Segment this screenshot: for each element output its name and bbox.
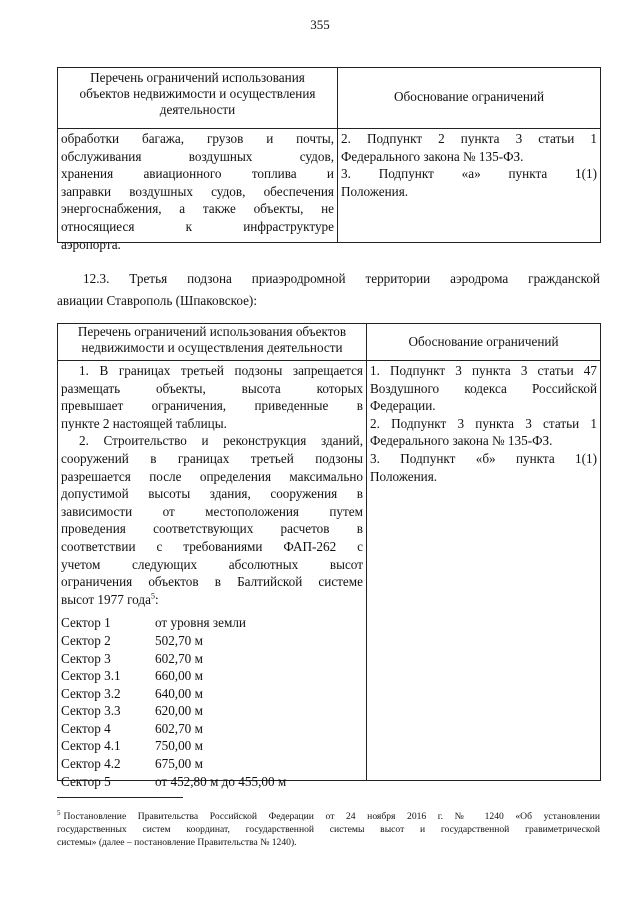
sector-list bbox=[61, 614, 363, 790]
sector-name: Сектор 3 bbox=[61, 650, 111, 666]
header-text: Обоснование ограничений bbox=[393, 89, 545, 104]
footnote-line: системы» (далее – постановление Правительства № 1240). bbox=[57, 837, 297, 848]
header-cell-restrictions bbox=[58, 68, 338, 129]
table-row bbox=[58, 361, 601, 781]
cell-restrictions bbox=[58, 361, 367, 789]
sector-height: 602,70 м bbox=[155, 720, 203, 736]
sector-height: 502,70 м bbox=[155, 632, 203, 648]
sector-name: Сектор 2 bbox=[61, 632, 111, 648]
text-line: 1. Подпункт 3 пункта 3 статьи 47 bbox=[370, 363, 597, 378]
table-row bbox=[58, 129, 601, 243]
text-line: 2. Подпункт 2 пункта 3 статьи 1 bbox=[341, 131, 597, 146]
list-item bbox=[61, 650, 363, 668]
sector-name: Сектор 3.1 bbox=[61, 668, 121, 684]
text-line: высот 1977 года$^5$: bbox=[61, 591, 159, 607]
footnote-text: Постановление Правительства Российской Федерации от 24 ноября 2016 г. № 1240 «Об установлении bbox=[63, 811, 600, 822]
list-item bbox=[61, 685, 363, 703]
footnote-reference: 5 bbox=[150, 591, 155, 601]
text-line: допустимой высоты здания, сооружения в bbox=[61, 486, 363, 502]
cell-justification bbox=[338, 129, 601, 243]
list-item bbox=[61, 667, 363, 685]
text-line: Федерального закона № 135-ФЗ. bbox=[341, 148, 524, 164]
text-line: обработки багажа, грузов и почты, bbox=[61, 131, 334, 146]
footnote-divider bbox=[57, 797, 183, 798]
section-heading-paragraph bbox=[57, 268, 600, 312]
text-line: заправки воздушных судов, обеспечения bbox=[61, 183, 334, 199]
restrictions-table-continued bbox=[57, 67, 601, 252]
text-line: относящиеся к инфраструктуре bbox=[61, 218, 334, 234]
footnote bbox=[57, 810, 600, 849]
text-line: хранения авиационного топлива и bbox=[61, 166, 334, 182]
cell-justification bbox=[367, 361, 601, 781]
footnote-mark: 5 bbox=[57, 808, 61, 817]
table-header-row bbox=[58, 68, 601, 129]
sector-name: Сектор 5 bbox=[61, 773, 111, 789]
header-line: Перечень ограничений использования bbox=[90, 70, 305, 85]
text-line: разрешается после определения максимально bbox=[61, 468, 363, 484]
sector-height: от 452,80 м до 455,00 м bbox=[155, 773, 287, 789]
header-line: Перечень ограничений использования объектов bbox=[77, 324, 347, 339]
list-item bbox=[61, 632, 363, 650]
header-line: деятельности bbox=[159, 102, 236, 117]
text-line: 3. Подпункт «б» пункта 1(1) bbox=[370, 450, 597, 466]
sector-name: Сектор 3.2 bbox=[61, 685, 121, 701]
text-line: размещать объекты, высота которых bbox=[61, 380, 363, 396]
list-item bbox=[61, 737, 363, 755]
sector-name: Сектор 4 bbox=[61, 720, 111, 736]
text-line: 3. Подпункт «а» пункта 1(1) bbox=[341, 166, 597, 182]
text-line: превышает ограничения, приведенные в bbox=[61, 398, 363, 414]
page-number: 355 bbox=[310, 17, 330, 32]
list-item bbox=[61, 755, 363, 773]
text-line: обслуживания воздушных судов, bbox=[61, 148, 334, 164]
text-line: 1. В границах третьей подзоны запрещается bbox=[79, 363, 363, 378]
text-line: учетом следующих абсолютных высот bbox=[61, 556, 363, 572]
text-line: аэропорта. bbox=[61, 236, 121, 252]
text-line: пункте 2 настоящей таблицы. bbox=[61, 415, 227, 431]
sector-height: 660,00 м bbox=[155, 668, 203, 684]
third-subzone-restrictions-table bbox=[57, 323, 601, 789]
text-line-content: высот 1977 года bbox=[61, 591, 151, 607]
sector-name: Сектор 3.3 bbox=[61, 703, 121, 719]
header-line: объектов недвижимости и осуществления bbox=[79, 86, 316, 101]
header-cell-justification bbox=[338, 68, 601, 129]
text-line: проведения соответствующих расчетов в bbox=[61, 521, 363, 537]
text-line: Федерации. bbox=[370, 398, 436, 414]
sector-name: Сектор 1 bbox=[61, 615, 111, 631]
text-line: 2. Подпункт 3 пункта 3 статьи 1 bbox=[370, 415, 597, 431]
sector-height: 750,00 м bbox=[155, 738, 203, 754]
list-item bbox=[61, 614, 363, 632]
header-cell-restrictions bbox=[58, 324, 367, 361]
list-item bbox=[61, 720, 363, 738]
sector-name: Сектор 4.2 bbox=[61, 756, 121, 772]
text-line: Федерального закона № 135-ФЗ. bbox=[370, 433, 553, 449]
sector-name: Сектор 4.1 bbox=[61, 738, 121, 754]
list-item bbox=[61, 773, 363, 791]
header-cell-justification bbox=[367, 324, 601, 361]
text-line: зависимости от местоположения путем bbox=[61, 503, 363, 519]
sector-height: 675,00 м bbox=[155, 756, 203, 772]
table-header-row bbox=[58, 324, 601, 361]
text-line: ограничения объектов в Балтийской системе bbox=[61, 574, 363, 590]
cell-restrictions bbox=[58, 129, 338, 252]
text-line: соответствии с требованиями ФАП-262 с bbox=[61, 538, 363, 554]
footnote-line bbox=[57, 810, 600, 823]
sector-height: 640,00 м bbox=[155, 685, 203, 701]
text-line: энергоснабжения, а также объекты, не bbox=[61, 201, 334, 217]
footnote-line: государственных систем координат, государственной системы высот и государственной гравиметрической bbox=[57, 824, 600, 835]
text-line: 2. Строительство и реконструкция зданий, bbox=[79, 433, 363, 449]
paragraph-line: 12.3. Третья подзона приаэродромной территории аэродрома гражданской bbox=[83, 271, 600, 286]
sector-height: 620,00 м bbox=[155, 703, 203, 719]
text-line: Положения. bbox=[341, 183, 409, 199]
list-item bbox=[61, 702, 363, 720]
paragraph-line: авиации Ставрополь (Шпаковское): bbox=[57, 293, 257, 308]
header-text: Обоснование ограничений bbox=[408, 334, 559, 349]
header-line: недвижимости и осуществления деятельности bbox=[81, 340, 343, 355]
text-line: сооружений в границах третьей подзоны bbox=[61, 450, 363, 466]
sector-height: от уровня земли bbox=[155, 615, 246, 631]
text-line: Положения. bbox=[370, 468, 438, 484]
text-line: Воздушного кодекса Российской bbox=[370, 380, 597, 396]
sector-height: 602,70 м bbox=[155, 650, 203, 666]
